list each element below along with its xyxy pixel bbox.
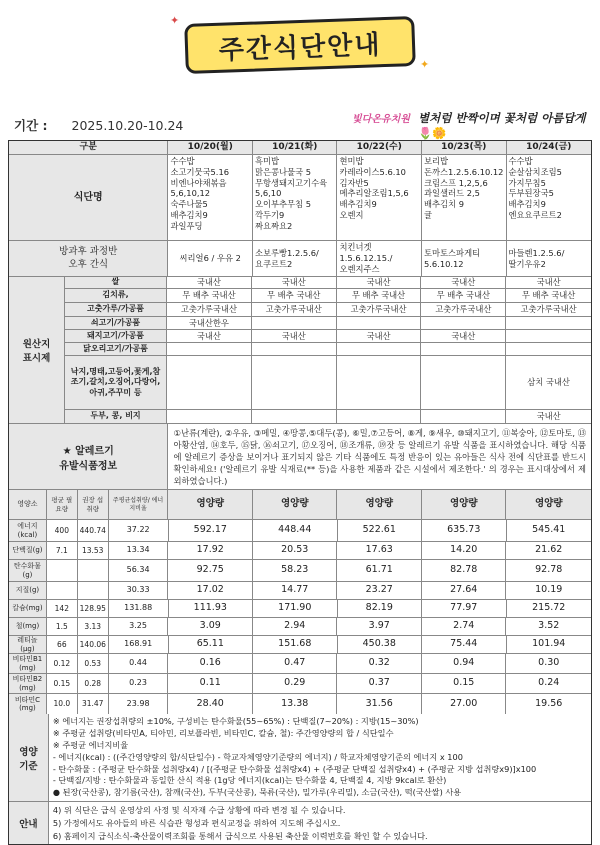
notice-label: 안내 bbox=[9, 802, 49, 844]
sparkle-icon: ✦ bbox=[420, 58, 430, 71]
nutrient-week: 23.98 bbox=[109, 694, 169, 714]
notice-line: 6) 홈페이지 급식소식-축산물이력조회를 통해서 급식으로 사용된 축산물 이력번호를 확인 할 수 있습니다. bbox=[52, 830, 428, 841]
origin-value: 고춧가루국내산 bbox=[520, 304, 577, 315]
nutrition-header: 영양소 bbox=[9, 490, 47, 519]
menu-cell bbox=[168, 155, 253, 240]
nutrient-day-value: 522.61 bbox=[338, 520, 422, 541]
nutrient-day-value: 2.94 bbox=[253, 618, 338, 635]
page-title: 주간식단안내 bbox=[184, 16, 416, 74]
snack-item: 토마토스파게티 bbox=[424, 247, 481, 258]
origin-value: 무 배추 국내산 bbox=[252, 289, 337, 302]
origin-value: 고춧가루국내산 bbox=[252, 303, 337, 316]
nutrient-day-value: 0.32 bbox=[337, 654, 422, 673]
nutrient-day-value: 20.53 bbox=[253, 542, 338, 559]
origin-row bbox=[65, 356, 591, 410]
notice-row bbox=[9, 802, 591, 844]
origin-value bbox=[337, 343, 422, 355]
origin-value: 무 배추 국내산 bbox=[337, 289, 422, 302]
menu-cell bbox=[507, 155, 592, 240]
nutrient-day-value: 31.56 bbox=[337, 694, 422, 714]
header-label: 구분 bbox=[9, 141, 168, 154]
nutrient-day-value: 75.44 bbox=[422, 636, 506, 653]
menu-item: 과일샐러드 2,5 bbox=[424, 188, 480, 199]
nutrient-day-value: 61.71 bbox=[337, 560, 422, 581]
nutrient-day-value: 82.78 bbox=[422, 560, 507, 581]
day-header-row bbox=[9, 141, 591, 155]
nutrient-day-value: 17.02 bbox=[168, 582, 253, 599]
nutrient-day-value: 3.09 bbox=[168, 618, 253, 635]
nutrition-row bbox=[9, 582, 591, 600]
menu-item: 보리밥 bbox=[424, 156, 449, 166]
origin-value: 국내산 bbox=[337, 330, 422, 342]
origin-value bbox=[252, 410, 337, 423]
origin-value: 국내산 bbox=[337, 277, 422, 288]
standard-line: ※ 주평균 섭취량(비타민A, 티아민, 리보플라빈, 비타민C, 칼슘, 철): 주간영양량의 합 / 식단일수 bbox=[52, 727, 394, 738]
nutrient-avg: 0.12 bbox=[47, 654, 78, 673]
menu-item: 오렌지 bbox=[339, 209, 364, 220]
nutrient-name: 비타민C (mg) bbox=[9, 694, 47, 714]
menu-item: 두부된장국5 bbox=[508, 188, 554, 199]
nutrient-day-value: 0.30 bbox=[538, 657, 560, 669]
origin-value: 무 배추 국내산 bbox=[167, 289, 252, 302]
flower-icon: 🌷🌼 bbox=[418, 126, 447, 140]
snack-label-line: 오후 간식 bbox=[68, 258, 109, 270]
period-label: 기간 : bbox=[14, 118, 48, 133]
menu-item: 메추리알조림1,5,6 bbox=[339, 188, 409, 199]
origin-value: 고춧가루국내산 bbox=[167, 303, 252, 316]
nutrient-rec: 440.74 bbox=[78, 520, 109, 541]
menu-item: 깍두기9 bbox=[254, 209, 285, 220]
menu-item: 5,6,10 bbox=[254, 188, 282, 199]
standard-line: ● 된장(국산콩), 참기름(국산), 참깨(국산), 두부(국산콩), 묵류(국산), 밀가루(우리밀), 소금(국산), 떡(국산쌀) 사용 bbox=[52, 787, 462, 798]
standard-line: - 에너지(kcal) : ((주간영양량의 합/식단일수) - 학교자체영양기준량의 에너지) / 학교자체영양기준의 에너지 x 100 bbox=[52, 751, 463, 762]
nutrient-week: 0.23 bbox=[109, 674, 169, 693]
nutrient-day-value: 0.29 bbox=[253, 674, 338, 693]
origin-value: 국내산 bbox=[167, 330, 252, 342]
nutrient-day-value: 101.94 bbox=[532, 638, 566, 650]
nutrient-name: 칼슘(mg) bbox=[9, 600, 47, 617]
snack-item: 소보루빵1.2.5.6/ bbox=[254, 247, 319, 258]
origin-value: 국내산 bbox=[421, 330, 506, 342]
snack-item: 마들렌1.2.5.6/ bbox=[508, 247, 565, 258]
nutrient-day-value: 171.90 bbox=[253, 600, 337, 617]
day-header: 10/23(목) bbox=[422, 141, 507, 154]
menu-item: 수수밥 bbox=[508, 156, 533, 166]
nutrition-day-header: 영양량 bbox=[422, 490, 507, 519]
snack-item: 치킨너겟 bbox=[339, 242, 372, 253]
nutrient-day-value: 0.16 bbox=[168, 654, 253, 673]
nutrient-rec: 3.13 bbox=[78, 618, 109, 635]
nutrition-rows bbox=[9, 520, 591, 714]
standard-line: ※ 에너지는 권장섭취량의 ±10%, 구성비는 탄수화물(55~65%) : 단백질(7~20%) : 지방(15~30%) bbox=[52, 716, 419, 726]
origin-row bbox=[65, 330, 591, 343]
nutrient-name: 단백질(g) bbox=[9, 542, 47, 559]
origin-label-line: 표시제 bbox=[22, 353, 51, 364]
nutrient-rec: 31.47 bbox=[78, 694, 109, 714]
nutrient-rec: 140.06 bbox=[78, 636, 109, 653]
slogan bbox=[418, 110, 600, 140]
menu-item: 현미밥 bbox=[339, 156, 364, 166]
nutrition-row bbox=[9, 618, 591, 636]
nutrient-day-value: 17.63 bbox=[337, 542, 422, 559]
origin-value: 국내산 bbox=[252, 330, 337, 342]
origin-value bbox=[252, 343, 337, 355]
menu-label: 식단명 bbox=[9, 155, 168, 240]
origin-value: 고춧가루국내산 bbox=[337, 303, 422, 316]
standard-label bbox=[9, 714, 49, 801]
nutrient-day-value: 92.75 bbox=[168, 560, 253, 581]
nutrient-day-value: 77.97 bbox=[422, 600, 506, 617]
nutrient-week: 131.88 bbox=[109, 600, 169, 617]
origin-value: 삼치 국내산 bbox=[527, 377, 570, 388]
menu-item: 김자반5 bbox=[339, 177, 369, 188]
allergy-text: ①난류(계란), ②우유, ③메밀, ④땅콩,⑤대두(콩), ⑥밀,⑦고등어, ⑧게, ⑨새우, ⑩돼지고기, ⑪복숭아, ⑫토마토, ⑬아황산염, ⑭호두, ⑮닭, ⑯쇠고기, ⑰오징어, ⑱조개류, ⑲잣 등 알레르기 유발 식품을 표시하였습니다. 해당 식품에 알레르기 증상을 보이거나 표기되지 않은 기타 식품에도 특정 반응이 있는 유아들은 식사 전에 식단표를 반드시 확인하세요! ('알레르기 유발 식재료(** 등)을 사용한 제품과 같은 시설에서 제조한다.' 의 경우는 표시대상에서 제외하였습니다.) bbox=[173, 428, 586, 487]
nutrition-row bbox=[9, 694, 591, 714]
snack-cell bbox=[168, 241, 253, 276]
origin-value bbox=[506, 317, 591, 329]
nutrient-day-value: 0.47 bbox=[253, 654, 338, 673]
allergy-label bbox=[9, 424, 168, 489]
origin-row bbox=[65, 410, 591, 423]
menu-item: 흑미밥 bbox=[254, 156, 280, 166]
nutrient-rec: 0.28 bbox=[78, 674, 109, 693]
origin-value bbox=[167, 356, 252, 409]
origin-item: 쇠고기/가공품 bbox=[65, 317, 167, 329]
origin-value bbox=[252, 356, 337, 409]
snack-item: 5.6.10.12 bbox=[424, 258, 464, 269]
origin-row bbox=[65, 303, 591, 317]
menu-item: 순살삼치조림5 bbox=[508, 166, 562, 177]
origin-item: 두부, 콩, 비지 bbox=[65, 410, 167, 423]
origin-item: 고춧가루/가공품 bbox=[65, 303, 167, 316]
snack-cell bbox=[253, 241, 338, 276]
nutrition-header: 평균 필요량 bbox=[47, 490, 78, 519]
origin-value bbox=[421, 356, 506, 409]
origin-value bbox=[337, 410, 422, 423]
standard-line: - 단백질/지방 : 탄수화물과 동일한 산식 적용 (1g당 에너지(kcal)는 탄수화물 4, 단백질 4, 지방 9kcal로 환산) bbox=[52, 775, 447, 786]
origin-section bbox=[9, 277, 591, 424]
nutrition-header: 권장 섭취량 bbox=[78, 490, 109, 519]
origin-value: 고춧가루국내산 bbox=[421, 303, 506, 316]
allergy-label-line: ★ 알레르기 bbox=[62, 445, 114, 457]
snack-item: 1.5.6.12.15./ bbox=[339, 253, 393, 264]
nutrient-rec bbox=[78, 582, 109, 599]
nutrient-day-value: 635.73 bbox=[422, 520, 506, 541]
menu-item: 5,6,10,12 bbox=[170, 188, 211, 199]
day-header: 10/22(수) bbox=[337, 141, 422, 154]
nutrient-name: 철(mg) bbox=[9, 618, 47, 635]
menu-item: 비엔나야채볶음 bbox=[170, 177, 227, 188]
nutrient-day-value: 0.15 bbox=[422, 674, 507, 693]
menu-item: 무항생돼지고기수육 bbox=[254, 177, 328, 188]
nutrition-day-header: 영양량 bbox=[253, 490, 338, 519]
standard-line: ※ 주평균 에너지비율 bbox=[52, 739, 129, 750]
origin-row bbox=[65, 343, 591, 356]
snack-label-line: 방과후 과정반 bbox=[59, 246, 118, 258]
origin-value: 무 배추 국내산 bbox=[521, 290, 576, 301]
menu-item: 맑은콩나물국 5 bbox=[254, 166, 311, 177]
nutrient-day-value: 3.97 bbox=[337, 618, 422, 635]
nutrient-day-value: 92.78 bbox=[535, 564, 563, 576]
origin-label bbox=[9, 277, 65, 423]
menu-cell bbox=[253, 155, 338, 240]
origin-value: 국내산 bbox=[167, 277, 252, 288]
menu-item: 과일푸딩 bbox=[170, 220, 203, 231]
origin-value bbox=[337, 317, 422, 329]
nutrient-day-value: 0.94 bbox=[422, 654, 507, 673]
nutrition-day-header: 영양량 bbox=[534, 498, 563, 510]
origin-value bbox=[506, 343, 591, 355]
nutrient-day-value: 28.40 bbox=[168, 694, 253, 714]
nutrient-avg: 1.5 bbox=[47, 618, 78, 635]
nutrient-day-value: 23.27 bbox=[337, 582, 422, 599]
nutrient-avg bbox=[47, 560, 78, 581]
menu-item: 배추김치9 bbox=[508, 199, 546, 210]
menu-item: 돈까스1.2.5.6.10.12 bbox=[424, 166, 504, 177]
nutrient-day-value: 27.64 bbox=[422, 582, 507, 599]
day-header: 10/24(금) bbox=[526, 141, 572, 152]
school-logo: 빛다온유치원 bbox=[352, 114, 410, 125]
nutrient-avg bbox=[47, 582, 78, 599]
nutrient-week: 30.33 bbox=[109, 582, 169, 599]
nutrient-rec: 0.53 bbox=[78, 654, 109, 673]
menu-item: 소고기뭇국5.16 bbox=[170, 166, 230, 177]
day-header: 10/21(화) bbox=[253, 141, 338, 154]
nutrient-day-value: 17.92 bbox=[168, 542, 253, 559]
snack-item: 요쿠르트2 bbox=[254, 258, 293, 269]
snack-item: 오렌지주스 bbox=[339, 263, 380, 274]
standard-line: - 탄수화물 : (주평균 탄수화물 섭취량x4) / [(주평균 탄수화물 섭취량x4) + (주평균 단백질 섭취량x4) + (주평균 지방 섭취량x9)]x100 bbox=[52, 763, 537, 774]
menu-cell bbox=[337, 155, 422, 240]
period-value: 2025.10.20-10.24 bbox=[71, 118, 184, 133]
notice-text bbox=[49, 802, 591, 844]
sparkle-icon: ✦ bbox=[170, 14, 180, 27]
origin-item: 김치류, bbox=[65, 289, 167, 302]
origin-label-line: 원산지 bbox=[22, 339, 51, 350]
origin-value bbox=[421, 317, 506, 329]
nutrient-day-value: 545.41 bbox=[532, 524, 566, 536]
period bbox=[14, 116, 183, 134]
origin-value bbox=[167, 410, 252, 423]
menu-item: 배추김치9 bbox=[339, 199, 377, 210]
nutrient-day-value: 58.23 bbox=[253, 560, 338, 581]
menu-item: 귤 bbox=[424, 209, 433, 220]
nutrient-day-value: 450.38 bbox=[338, 636, 422, 653]
nutrient-rec bbox=[78, 560, 109, 581]
menu-row bbox=[9, 155, 591, 241]
nutrient-name: 지질(g) bbox=[9, 582, 47, 599]
snack-item: 씨리얼6 / 우유 2 bbox=[179, 253, 241, 264]
menu-item: 오이부추무침 5 bbox=[254, 199, 311, 210]
origin-value bbox=[252, 317, 337, 329]
origin-value: 국내산 bbox=[536, 411, 561, 422]
nutrient-day-value: 21.62 bbox=[535, 544, 563, 556]
standard-label-line: 기준 bbox=[19, 760, 38, 772]
origin-value bbox=[167, 343, 252, 355]
nutrient-name: 에너지 (kcal) bbox=[9, 520, 47, 541]
origin-rows bbox=[65, 277, 591, 423]
origin-value bbox=[506, 330, 591, 342]
nutrient-day-value: 10.19 bbox=[535, 584, 563, 596]
nutrient-avg: 0.15 bbox=[47, 674, 78, 693]
nutrition-row bbox=[9, 654, 591, 674]
day-header: 10/20(월) bbox=[168, 141, 253, 154]
menu-cell bbox=[422, 155, 507, 240]
nutrient-avg: 142 bbox=[47, 600, 78, 617]
origin-value: 국내산한우 bbox=[167, 317, 252, 329]
nutrient-day-value: 13.38 bbox=[253, 694, 338, 714]
nutrient-week: 56.34 bbox=[109, 560, 169, 581]
nutrient-week: 0.44 bbox=[109, 654, 169, 673]
nutrient-day-value: 0.37 bbox=[337, 674, 422, 693]
nutrition-row bbox=[9, 636, 591, 654]
origin-row bbox=[65, 289, 591, 303]
nutrient-day-value: 151.68 bbox=[253, 636, 337, 653]
menu-item: 엔요요쿠르트2 bbox=[508, 209, 562, 220]
menu-item: 배추김치 9 bbox=[424, 199, 464, 210]
origin-value: 국내산 bbox=[252, 277, 337, 288]
menu-sheet bbox=[8, 140, 592, 845]
snack-cell bbox=[507, 241, 592, 276]
origin-item: 돼지고기/가공품 bbox=[65, 330, 167, 342]
nutrition-row bbox=[9, 560, 591, 582]
nutrient-avg: 400 bbox=[47, 520, 78, 541]
snack-row bbox=[9, 241, 591, 277]
notice-line: 5) 가정에서도 유아들의 바른 식습관 형성과 편식교정을 위하여 지도해 주십시오. bbox=[52, 817, 341, 828]
nutrient-avg: 66 bbox=[47, 636, 78, 653]
nutrient-day-value: 215.72 bbox=[532, 602, 566, 614]
origin-value: 무 배추 국내산 bbox=[421, 289, 506, 302]
menu-item: 카레라이스5.6.10 bbox=[339, 166, 406, 177]
nutrient-day-value: 0.24 bbox=[538, 677, 560, 689]
slogan-text: 별처럼 반짝이며 꽃처럼 아름답게 bbox=[418, 111, 586, 125]
snack-label bbox=[9, 241, 168, 276]
header-banner bbox=[0, 0, 600, 86]
nutrient-day-value: 3.52 bbox=[538, 620, 560, 632]
nutrient-day-value: 14.20 bbox=[422, 542, 507, 559]
allergy-row bbox=[9, 424, 591, 490]
snack-item: 딸기우유2 bbox=[508, 258, 546, 269]
nutrient-day-value: 19.56 bbox=[535, 697, 563, 709]
origin-value bbox=[421, 410, 506, 423]
origin-item: 쌀 bbox=[65, 277, 167, 288]
nutrient-day-value: 0.11 bbox=[168, 674, 253, 693]
nutrient-day-value: 14.77 bbox=[253, 582, 338, 599]
snack-cell bbox=[422, 241, 507, 276]
origin-item: 낙지,명태,고등어,꽃게,참조기,갈치,오징어,다랑어,아귀,주꾸미 등 bbox=[65, 356, 167, 409]
menu-item: 수수밥 bbox=[170, 156, 195, 166]
menu-item: 가지무침5 bbox=[508, 177, 546, 188]
standard-label-line: 영양 bbox=[19, 746, 38, 758]
allergy-label-line: 유발식품정보 bbox=[59, 460, 118, 472]
origin-value: 국내산 bbox=[536, 277, 561, 288]
standard-text bbox=[49, 714, 591, 801]
origin-row bbox=[65, 277, 591, 289]
nutrition-row bbox=[9, 600, 591, 618]
nutrient-avg: 10.0 bbox=[47, 694, 78, 714]
nutrition-row bbox=[9, 674, 591, 694]
nutrient-avg: 7.1 bbox=[47, 542, 78, 559]
menu-item: 짜요짜요2 bbox=[254, 220, 293, 231]
menu-item: 숙주나물5 bbox=[170, 199, 208, 210]
nutrition-day-header: 영양량 bbox=[337, 490, 422, 519]
nutrient-rec: 128.95 bbox=[78, 600, 109, 617]
standard-row bbox=[9, 714, 591, 802]
nutrient-name: 레티놀(μg) bbox=[9, 636, 47, 653]
origin-value bbox=[421, 343, 506, 355]
nutrient-name: 비타민B1 (mg) bbox=[9, 654, 47, 673]
nutrient-day-value: 2.74 bbox=[422, 618, 507, 635]
nutrient-rec: 13.53 bbox=[78, 542, 109, 559]
origin-value: 국내산 bbox=[421, 277, 506, 288]
nutrition-row bbox=[9, 542, 591, 560]
origin-item: 닭오리고기/가공품 bbox=[65, 343, 167, 355]
menu-item: 크림스프 1,2,5,6 bbox=[424, 177, 488, 188]
menu-item: 배추김치9 bbox=[170, 209, 208, 220]
nutrition-header: 주평균섭취량/ 에너지비율 bbox=[109, 490, 169, 519]
nutrient-day-value: 592.17 bbox=[169, 520, 253, 541]
nutrient-day-value: 82.19 bbox=[338, 600, 422, 617]
nutrient-week: 168.91 bbox=[109, 636, 169, 653]
origin-value bbox=[337, 356, 422, 409]
origin-row bbox=[65, 317, 591, 330]
nutrition-header-row bbox=[9, 490, 591, 520]
nutrient-name: 탄수화물 (g) bbox=[9, 560, 47, 581]
nutrient-week: 13.34 bbox=[109, 542, 169, 559]
nutrient-name: 비타민B2 (mg) bbox=[9, 674, 47, 693]
nutrition-day-header: 영양량 bbox=[168, 490, 253, 519]
nutrient-week: 37.22 bbox=[109, 520, 169, 541]
nutrition-row bbox=[9, 520, 591, 542]
snack-cell bbox=[337, 241, 422, 276]
nutrient-week: 3.25 bbox=[109, 618, 169, 635]
nutrient-day-value: 27.00 bbox=[422, 694, 507, 714]
nutrient-day-value: 111.93 bbox=[169, 600, 253, 617]
nutrient-day-value: 448.44 bbox=[253, 520, 337, 541]
nutrient-day-value: 65.11 bbox=[169, 636, 253, 653]
notice-line: 4) 위 식단은 급식 운영상의 사정 및 식자재 수급 상황에 따라 변경 될 수 있습니다. bbox=[52, 805, 346, 816]
